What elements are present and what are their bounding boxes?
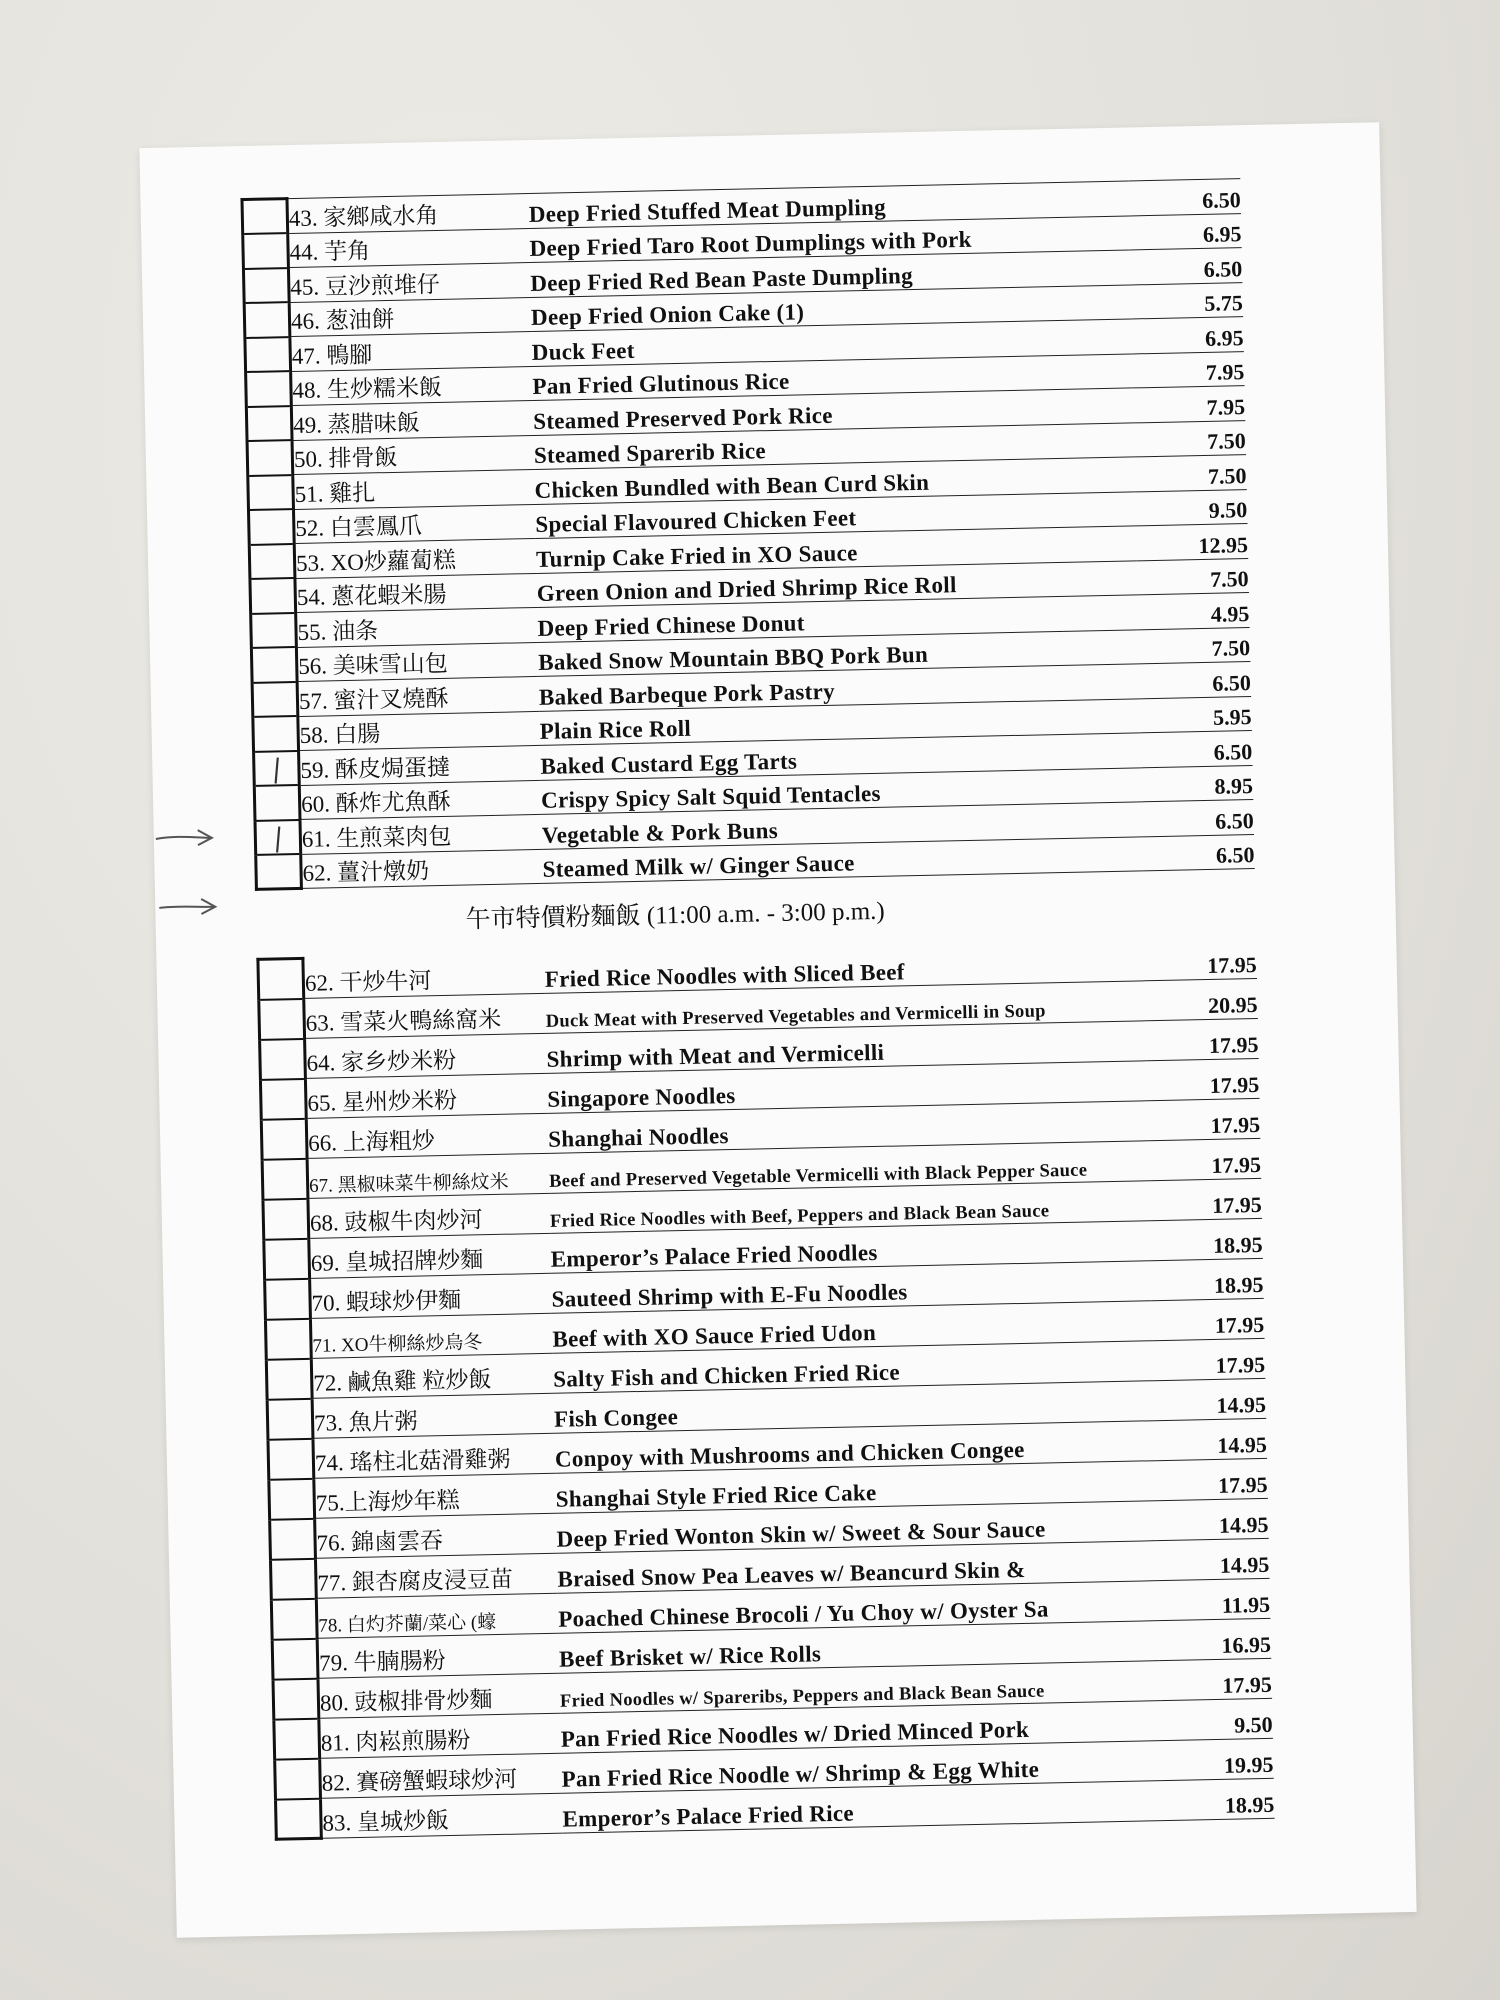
item-chinese-name: 77. 銀杏腐皮浸豆苗 <box>315 1553 557 1598</box>
item-chinese-name: 63. 雪菜火鴨絲窩米 <box>304 993 546 1038</box>
item-price: 6.50 <box>1140 731 1253 768</box>
item-english-name: Vegetable & Pork Buns <box>541 802 1142 849</box>
item-price: 12.95 <box>1136 524 1249 561</box>
item-chinese-name: 43. 家鄉咸水角 <box>287 194 529 234</box>
item-price: 5.75 <box>1130 282 1243 319</box>
item-chinese-name: 55. 油条 <box>296 607 538 647</box>
item-english-name: Braised Snow Pea Leaves w/ Beancurd Skin & <box>557 1541 1158 1594</box>
order-checkbox[interactable] <box>269 1478 315 1519</box>
order-checkbox[interactable] <box>268 1438 314 1479</box>
item-english-name: Deep Fried Onion Cake (1) <box>531 284 1132 331</box>
item-english-name: Deep Fried Red Bean Paste Dumpling <box>530 250 1131 297</box>
item-english-name: Baked Custard Egg Tarts <box>540 733 1141 780</box>
order-checkbox[interactable] <box>273 1678 319 1719</box>
item-price: 6.50 <box>1130 248 1243 285</box>
item-chinese-name: 60. 酥炸尤魚酥 <box>299 780 541 820</box>
order-checkbox[interactable] <box>260 1038 306 1079</box>
item-price: 17.95 <box>1159 1658 1272 1700</box>
order-checkbox[interactable] <box>249 544 295 579</box>
order-checkbox[interactable] <box>266 1358 312 1399</box>
order-checkbox[interactable] <box>254 750 300 785</box>
order-checkbox[interactable] <box>275 1758 321 1799</box>
item-english-name: Baked Barbeque Pork Pastry <box>539 664 1140 711</box>
item-chinese-name: 69. 皇城招牌炒麵 <box>309 1233 551 1278</box>
order-checkbox[interactable] <box>248 475 294 510</box>
item-chinese-name: 46. 葱油餅 <box>289 297 531 337</box>
item-chinese-name: 62. 薑汁燉奶 <box>301 849 543 889</box>
order-checkbox[interactable] <box>247 440 293 475</box>
item-chinese-name: 45. 豆沙煎堆仔 <box>288 263 530 303</box>
order-checkbox[interactable] <box>260 1078 306 1119</box>
item-chinese-name: 81. 肉崧煎腸粉 <box>319 1713 561 1758</box>
item-english-name: Shanghai Style Fried Rice Cake <box>555 1461 1156 1514</box>
dim-sum-section <box>240 177 1254 891</box>
order-checkbox[interactable] <box>242 199 288 234</box>
item-chinese-name: 47. 鴨腳 <box>290 332 532 372</box>
item-price: 17.95 <box>1148 1098 1261 1140</box>
hand-drawn-arrow-icon <box>157 896 219 919</box>
item-chinese-name: 62. 干炒牛河 <box>303 953 545 998</box>
dim-sum-table <box>240 177 1254 891</box>
item-english-name: Shanghai Noodles <box>548 1101 1149 1154</box>
item-price: 7.95 <box>1132 351 1245 388</box>
item-chinese-name: 50. 排骨飯 <box>292 435 534 475</box>
order-checkbox[interactable] <box>244 302 290 337</box>
item-english-name: Sauteed Shrimp with E-Fu Noodles <box>551 1261 1152 1314</box>
order-checkbox[interactable] <box>270 1518 316 1559</box>
item-english-name: Poached Chinese Brocoli / Yu Choy w/ Oyster Sa <box>558 1581 1159 1634</box>
order-checkbox[interactable] <box>262 1158 308 1199</box>
item-english-name: Deep Fried Wonton Skin w/ Sweet & Sour Sauce <box>556 1501 1157 1554</box>
lunch-special-section <box>256 937 1274 1841</box>
order-checkbox[interactable] <box>265 1278 311 1319</box>
item-price: 17.95 <box>1153 1338 1266 1380</box>
item-english-name: Salty Fish and Chicken Fried Rice <box>553 1341 1154 1394</box>
item-english-name: Emperor’s Palace Fried Rice <box>562 1781 1163 1834</box>
item-chinese-name: 58. 白腸 <box>298 711 540 751</box>
item-english-name: Fried Rice Noodles with Sliced Beef <box>544 941 1145 994</box>
item-price: 17.95 <box>1146 1018 1259 1060</box>
item-price: 11.95 <box>1158 1578 1271 1620</box>
item-price: 17.95 <box>1149 1178 1262 1220</box>
item-chinese-name: 68. 豉椒牛肉炒河 <box>308 1193 550 1238</box>
item-chinese-name: 71. XO牛柳絲炒烏冬 <box>310 1313 552 1358</box>
order-checkbox[interactable] <box>251 647 297 682</box>
item-english-name: Deep Fried Stuffed Meat Dumpling <box>528 181 1129 228</box>
item-chinese-name: 61. 生煎菜肉包 <box>300 814 542 854</box>
order-checkbox[interactable] <box>246 371 292 406</box>
item-price: 17.95 <box>1144 938 1257 980</box>
item-price: 9.50 <box>1135 489 1248 526</box>
order-checkbox[interactable] <box>271 1598 317 1639</box>
item-price: 9.50 <box>1160 1698 1273 1740</box>
order-checkbox[interactable] <box>270 1558 316 1599</box>
order-checkbox[interactable] <box>272 1638 318 1679</box>
order-checkbox[interactable] <box>253 716 299 751</box>
item-english-name: Deep Fried Chinese Donut <box>537 595 1138 642</box>
item-english-name: Plain Rice Roll <box>539 698 1140 745</box>
item-english-name: Steamed Sparerib Rice <box>533 422 1134 469</box>
order-checkbox[interactable] <box>265 1318 311 1359</box>
item-price: 7.50 <box>1138 627 1251 664</box>
item-chinese-name: 64. 家乡炒米粉 <box>305 1033 547 1078</box>
item-chinese-name: 75.上海炒年糕 <box>314 1473 556 1518</box>
order-checkbox[interactable] <box>259 998 305 1039</box>
item-english-name: Chicken Bundled with Bean Curd Skin <box>534 457 1135 504</box>
order-checkbox[interactable] <box>248 509 294 544</box>
item-price: 6.50 <box>1141 799 1254 836</box>
item-chinese-name: 72. 鹹魚雞 粒炒飯 <box>311 1353 553 1398</box>
item-english-name: Fish Congee <box>554 1381 1155 1434</box>
item-english-name: Baked Snow Mountain BBQ Pork Bun <box>538 629 1139 676</box>
item-chinese-name: 49. 蒸腊味飯 <box>291 400 533 440</box>
item-price: 7.95 <box>1133 386 1246 423</box>
item-chinese-name: 54. 蔥花蝦米腸 <box>295 573 537 613</box>
item-chinese-name: 80. 豉椒排骨炒麵 <box>318 1673 560 1718</box>
item-chinese-name: 67. 黑椒味菜牛柳絲炆米 <box>307 1153 549 1198</box>
item-chinese-name: 76. 錦鹵雲吞 <box>315 1513 557 1558</box>
item-english-name: Pan Fried Rice Noodles w/ Dried Minced Pork <box>560 1701 1161 1754</box>
item-price: 17.95 <box>1147 1058 1260 1100</box>
order-checkbox[interactable] <box>251 613 297 648</box>
order-checkbox[interactable] <box>274 1718 320 1759</box>
order-checkbox[interactable] <box>275 1798 321 1839</box>
item-price: 19.95 <box>1161 1738 1274 1780</box>
order-checkbox[interactable] <box>267 1398 313 1439</box>
item-english-name: Deep Fried Taro Root Dumplings with Pork <box>529 215 1130 262</box>
order-checkbox[interactable] <box>264 1238 310 1279</box>
item-price: 6.50 <box>1142 834 1255 871</box>
item-english-name: Conpoy with Mushrooms and Chicken Congee <box>554 1421 1155 1474</box>
item-english-name: Pan Fried Rice Noodle w/ Shrimp & Egg White <box>561 1741 1162 1794</box>
order-checkbox[interactable] <box>245 337 291 372</box>
item-price: 6.95 <box>1131 317 1244 354</box>
item-price: 6.95 <box>1129 213 1242 250</box>
order-checkbox[interactable] <box>254 785 300 820</box>
order-checkbox[interactable] <box>263 1198 309 1239</box>
item-chinese-name: 79. 牛腩腸粉 <box>317 1633 559 1678</box>
menu-sheet <box>139 122 1416 1938</box>
order-checkbox[interactable] <box>243 233 289 268</box>
item-chinese-name: 53. XO炒蘿蔔糕 <box>294 538 536 578</box>
item-english-name: Fried Rice Noodles with Beef, Peppers and Black Bean Sauce <box>549 1181 1150 1234</box>
item-price: 20.95 <box>1145 978 1258 1020</box>
item-chinese-name: 56. 美味雪山包 <box>296 642 538 682</box>
item-price: 6.50 <box>1138 662 1251 699</box>
order-checkbox[interactable] <box>255 819 301 854</box>
item-chinese-name: 74. 瑤柱北菇滑雞粥 <box>313 1433 555 1478</box>
item-english-name: Turnip Cake Fried in XO Sauce <box>536 526 1137 573</box>
order-checkbox[interactable] <box>252 681 298 716</box>
item-chinese-name: 82. 賽磅蟹蝦球炒河 <box>320 1753 562 1798</box>
item-english-name: Pan Fried Glutinous Rice <box>532 353 1133 400</box>
item-english-name: Special Flavoured Chicken Feet <box>535 491 1136 538</box>
item-chinese-name: 83. 皇城炒飯 <box>320 1793 562 1838</box>
item-english-name: Steamed Preserved Pork Rice <box>533 388 1134 435</box>
item-price: 17.95 <box>1155 1458 1268 1500</box>
item-chinese-name: 57. 蜜汁叉燒酥 <box>297 676 539 716</box>
item-price: 18.95 <box>1151 1258 1264 1300</box>
order-checkbox[interactable] <box>261 1118 307 1159</box>
item-english-name: Duck Feet <box>531 319 1132 366</box>
item-english-name: Steamed Milk w/ Ginger Sauce <box>542 836 1143 883</box>
item-price: 4.95 <box>1137 593 1250 630</box>
item-chinese-name: 65. 星州炒米粉 <box>305 1073 547 1118</box>
item-price: 7.50 <box>1133 420 1246 457</box>
item-price: 7.50 <box>1134 455 1247 492</box>
order-checkbox[interactable] <box>256 854 302 889</box>
item-price: 14.95 <box>1153 1378 1266 1420</box>
order-checkbox[interactable] <box>243 268 289 303</box>
item-price: 14.95 <box>1154 1418 1267 1460</box>
item-english-name: Beef with XO Sauce Fried Udon <box>552 1301 1153 1354</box>
item-english-name: Crispy Spicy Salt Squid Tentacles <box>541 767 1142 814</box>
item-chinese-name: 78. 白灼芥蘭/菜心 (蠔 <box>316 1593 558 1638</box>
item-price: 5.95 <box>1139 696 1252 733</box>
hand-drawn-arrow-icon <box>154 827 216 850</box>
item-chinese-name: 48. 生炒糯米飯 <box>291 366 533 406</box>
item-price: 8.95 <box>1141 765 1254 802</box>
item-english-name: Duck Meat with Preserved Vegetables and Vermicelli in Soup <box>545 981 1146 1034</box>
item-chinese-name: 51. 雞扎 <box>293 469 535 509</box>
item-chinese-name: 70. 蝦球炒伊麵 <box>310 1273 552 1318</box>
item-price: 6.50 <box>1128 179 1241 216</box>
item-price: 14.95 <box>1156 1498 1269 1540</box>
item-price: 18.95 <box>1162 1778 1275 1820</box>
item-price: 17.95 <box>1148 1138 1261 1180</box>
item-chinese-name: 44. 芋角 <box>288 228 530 268</box>
handwritten-quantity-mark: | <box>272 823 284 854</box>
item-english-name: Emperor’s Palace Fried Noodles <box>550 1221 1151 1274</box>
item-english-name: Shrimp with Meat and Vermicelli <box>546 1021 1147 1074</box>
item-price: 7.50 <box>1136 558 1249 595</box>
item-price: 16.95 <box>1158 1618 1271 1660</box>
item-price: 18.95 <box>1150 1218 1263 1260</box>
item-english-name: Beef and Preserved Vegetable Vermicelli with Black Pepper Sauce <box>549 1141 1150 1194</box>
item-chinese-name: 59. 酥皮焗蛋撻 <box>299 745 541 785</box>
order-checkbox[interactable] <box>258 958 304 999</box>
lunch-special-heading: 午市特價粉麵飯 (11:00 a.m. - 3:00 p.m.) <box>465 897 886 934</box>
lunch-special-table <box>256 937 1274 1841</box>
order-checkbox[interactable] <box>246 406 292 441</box>
item-chinese-name: 66. 上海粗炒 <box>306 1113 548 1158</box>
handwritten-quantity-mark: | <box>270 754 283 785</box>
item-english-name: Singapore Noodles <box>547 1061 1148 1114</box>
order-checkbox[interactable] <box>250 578 296 613</box>
item-english-name: Green Onion and Dried Shrimp Rice Roll <box>536 560 1137 607</box>
item-chinese-name: 73. 魚片粥 <box>312 1393 554 1438</box>
item-chinese-name: 52. 白雲鳳爪 <box>293 504 535 544</box>
item-price: 17.95 <box>1152 1298 1265 1340</box>
item-english-name: Fried Noodles w/ Spareribs, Peppers and Black Bean Sauce <box>559 1661 1160 1714</box>
item-price: 14.95 <box>1157 1538 1270 1580</box>
item-english-name: Beef Brisket w/ Rice Rolls <box>559 1621 1160 1674</box>
